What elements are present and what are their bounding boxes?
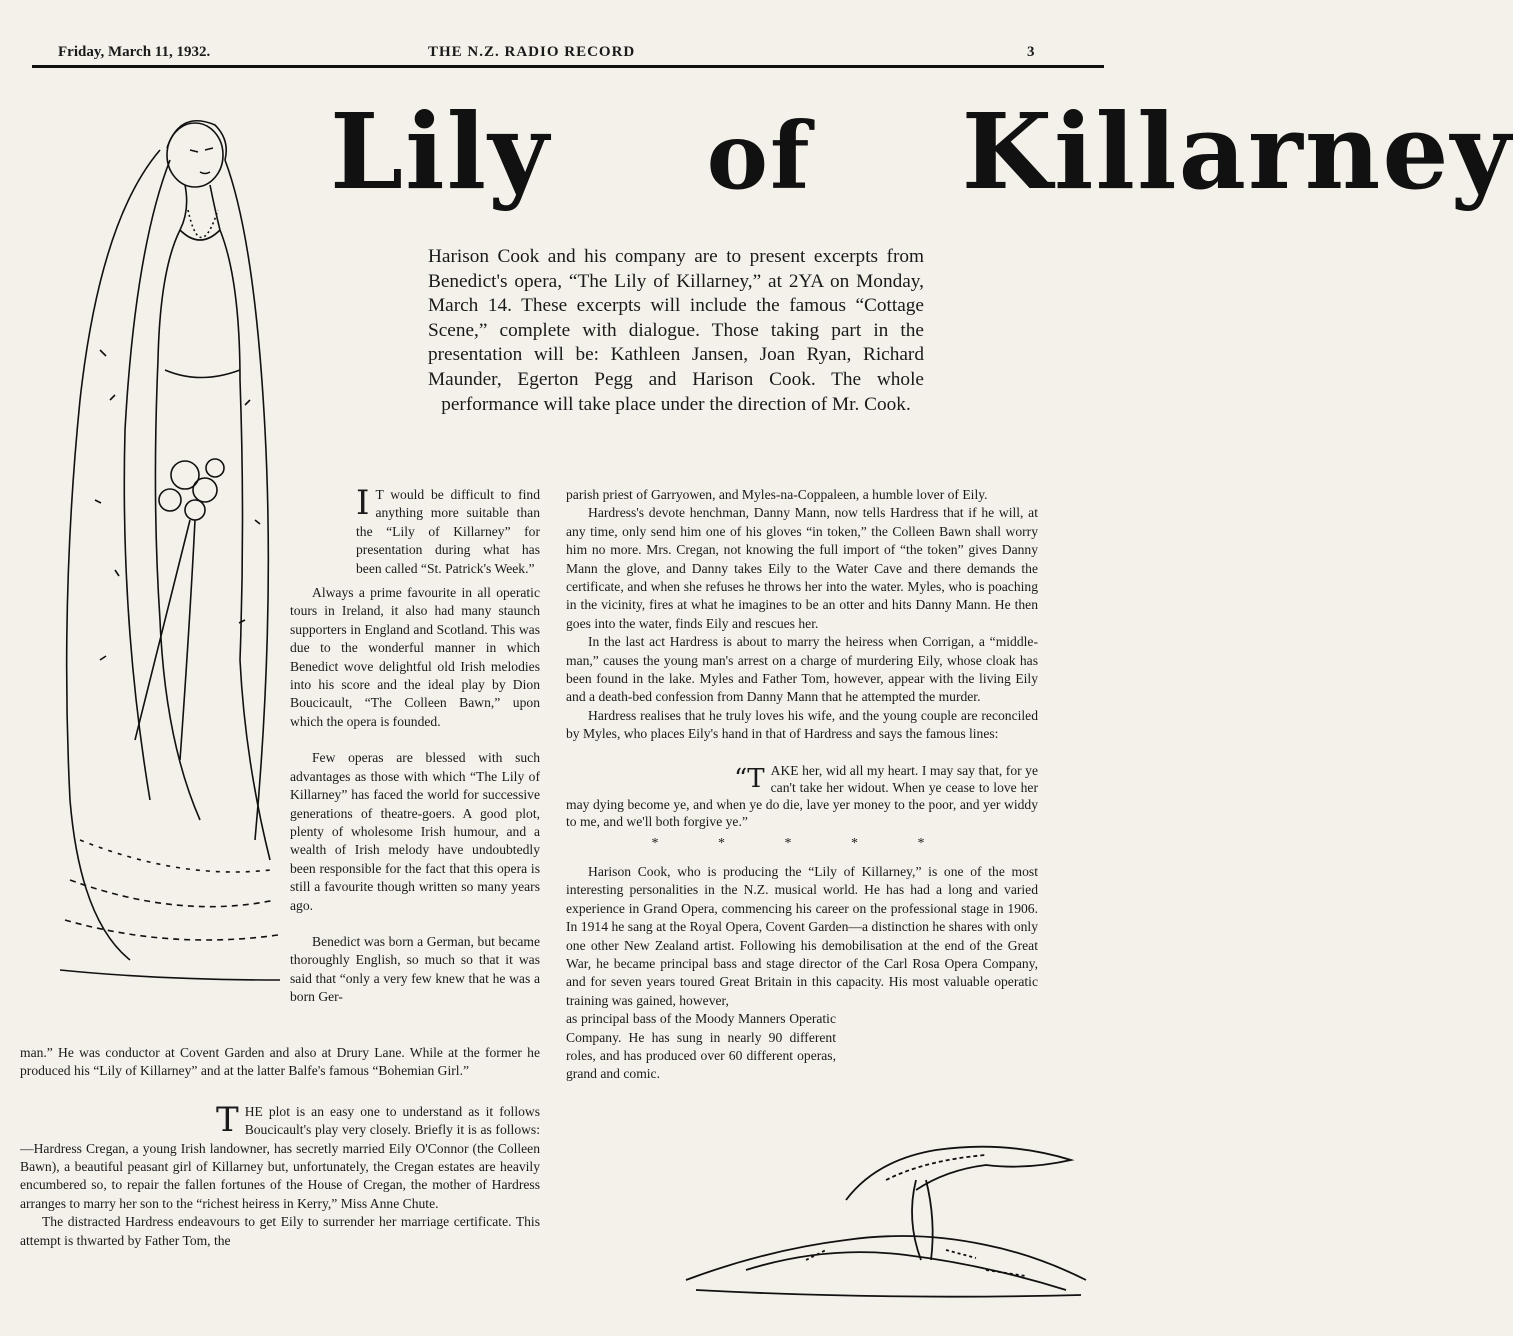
page-number: 3 [1027, 44, 1035, 60]
dropcap-t: T [216, 1099, 239, 1140]
col1-paragraph-6: The distracted Hardress endeavours to get Eily to surrender her marriage certificate. This attempt is thwarted by Father Tom, the [20, 1214, 540, 1248]
title-word-killarney: Killarney [961, 90, 1513, 213]
col2-paragraph-1: parish priest of Garryowen, and Myles-na-Coppaleen, a humble lover of Eily. [566, 487, 988, 502]
dropcap-i: I [356, 483, 370, 523]
col1-paragraph-5: HE plot is an easy one to understand as it follows Boucicault's play very closely. Briefly it is as follows:—Hardress Cregan, a young Irish landowner, has secretly married Eily O'Connor (the Colleen Bawn), a beautiful peasant girl of Killarney but, unfortunately, the Cregan estates are heavily encumbered so, to repair the fallen fortunes of the House of Cregan, the mother of Hardress arranges to marry her son to the “richest heiress in Kerry,” Miss Anne Chute. [20, 1103, 540, 1211]
title-word-lily: Lily [330, 90, 551, 213]
col1-paragraph-1: T would be difficult to find anything more suitable than the “Lily of Killarney” for presentation during what has been called “St. Patrick's Week.” [356, 487, 540, 576]
col2-paragraph-2: Hardress's devote henchman, Danny Mann, now tells Hardress that if he will, at any time, only send him one of his gloves “in token,” the Colleen Bawn shall worry him no more. Mrs. Cregan, not knowing the full import of “the token” gives Danny Mann the glove, and Danny takes Eily to the Water Cave and there demands the certificate, and when she refuses he throws her into the water. Myles, who is poaching in the vicinity, fires at what he imagines to be an otter and hits Danny Mann. He then goes into the water, finds Eily and rescues her. [566, 505, 1038, 631]
coastal-tree-illustration [686, 1130, 1086, 1300]
column-1-upper [290, 483, 540, 1007]
column-1-lower [20, 1044, 540, 1250]
col1-paragraph-3: Few operas are blessed with such advantages as those with which “The Lily of Killarney” has faced the world for successive generations of theatre-goers. A good plot, plenty of wholesome Irish humour, and a wealth of Irish melody have undoubtedly been responsible for the fact that this opera is still a favourite though written so many years ago. [290, 750, 540, 913]
col2-paragraph-5-end: as principal bass of the Moody Manners Operatic Company. He has sung in nearly 90 different roles, and has produced over 60 different operas, grand and comic. [566, 1011, 836, 1082]
header-rule [32, 65, 1104, 68]
bride-illustration [40, 100, 290, 990]
col1-paragraph-2: Always a prime favourite in all operatic tours in Ireland, it also had many staunch supporters in England and Scotland. This was due to the wonderful manner in which Benedict wove delightful old Irish melodies into his score and the ideal play by Dion Boucicault, “The Colleen Bawn,” upon which the opera is founded. [290, 585, 540, 729]
quote-text: AKE her, wid all my heart. I may say that, for ye can't take her widout. When ye cease to love her may dying become ye, and when ye do die, lave yer money to the poor, and yer widdy to me, and we'll both forgive ye.” [566, 762, 1038, 830]
quote-dropcap: “T [734, 763, 765, 794]
col2-paragraph-4: Hardress realises that he truly loves his wife, and the young couple are reconciled by Myles, who places Eily's hand in that of Hardress and says the famous lines: [566, 707, 1038, 742]
famous-quote [566, 762, 1038, 831]
title-word-of: of [706, 102, 812, 210]
lead-paragraph: Harison Cook and his company are to present excerpts from Benedict's opera, “The Lily of Killarney,” at 2YA on Monday, March 14. These excerpts will include the famous “Cottage Scene,” complete with dialogue. Those taking part in the presentation will be: Kathleen Jansen, Joan Ryan, Richard Maunder, Egerton Pegg and Harison Cook. The whole performance will take place under the direction of Mr. Cook. [428, 246, 924, 415]
masthead: THE N.Z. RADIO RECORD [428, 44, 636, 60]
col2-paragraph-5: Harison Cook, who is producing the “Lily of Killarney,” is one of the most interesting personalities in the N.Z. musical world. He has had a long and varied experience in Grand Opera, commencing his career on the professional stage in 1906. In 1914 he sang at the Royal Opera, Covent Garden—a distinction he shares with only one other New Zealand artist. Following his demobilisation at the end of the Great War, he became principal bass and stage director of the Carl Rosa Opera Company, and for seven years toured Great Britain in this capacity. His most valuable operatic training was gained, however, [566, 863, 1038, 1008]
col2-paragraph-3: In the last act Hardress is about to marry the heiress when Corrigan, a “middle-man,” causes the young man's arrest on a charge of murdering Eily, whose cloak has been found in the lake. Myles and Father Tom, however, appear with the living Eily and a death-bed confession from Danny Mann that he attempted the murder. [566, 634, 1038, 705]
col1-paragraph-4-top: Benedict was born a German, but became thoroughly English, so much so that it was said that “only a very few knew that he was a born Ger- [290, 933, 540, 1005]
section-divider-stars: * * * * * [651, 835, 953, 851]
column-2 [566, 486, 1038, 1084]
issue-date: Friday, March 11, 1932. [58, 44, 211, 60]
article-title [330, 90, 1513, 213]
col1-paragraph-4-bottom: man.” He was conductor at Covent Garden and also at Drury Lane. While at the former he produced his “Lily of Killarney” and at the latter Balfe's famous “Bohemian Girl.” [20, 1045, 540, 1079]
